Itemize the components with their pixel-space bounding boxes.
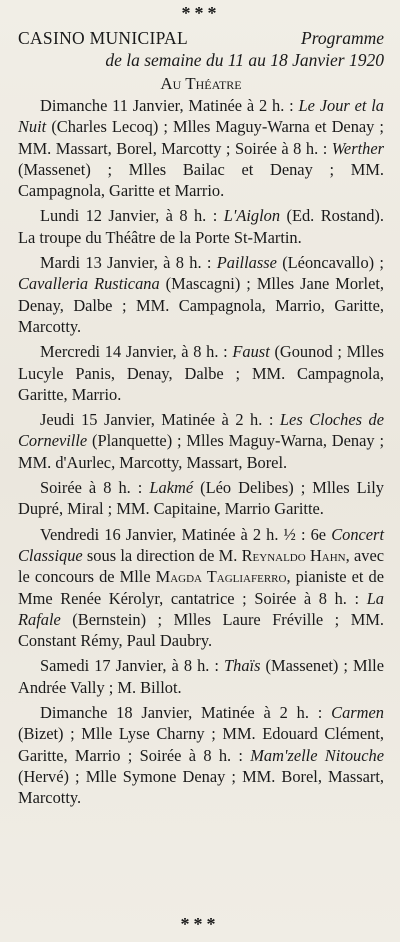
schedule-entry	[18, 409, 384, 473]
work-title: Le Jour et la Nuit	[18, 96, 384, 137]
work-title: Paillasse	[216, 253, 277, 273]
entry-text: (Mascagni) ; Mlles Jane Morlet, Denay, Dalbe ; MM. Campagnola, Marrio, Garitte, Marcotty.	[18, 274, 384, 336]
entry-text: Dimanche 11 Janvier, Matinée à 2 h. :	[40, 96, 299, 115]
entry-text: Lundi 12 Janvier, à 8 h. :	[40, 206, 224, 226]
entry-text: (Bizet) ; Mlle Lyse Charny ; MM. Edouard Clément, Garitte, Marrio ; Soirée à 8 h. :	[18, 724, 384, 765]
person-name: Reynaldo Hahn	[241, 545, 346, 565]
work-title: Mam'zelle Nitouche	[250, 745, 384, 765]
entry-text: (Charles Lecoq) ; Mlles Maguy-Warna et Denay ; MM. Massart, Borel, Marcotty ; Soirée à 8 h. :	[18, 117, 384, 158]
week-subtitle: de la semaine du 11 au 18 Janvier 1920	[105, 50, 384, 70]
entry-text: (Léo Delibes) ; Mlles Lily Dupré, Miral ; MM. Capitaine, Marrio Garitte.	[18, 478, 384, 519]
entry-text: (Ed. Rostand). La troupe du Théâtre de la Porte St-Martin.	[18, 206, 384, 247]
section-title: Au Théatre	[160, 74, 242, 93]
entry-text: Mardi 13 Janvier, à 8 h. :	[40, 253, 217, 273]
top-ornament: ***	[181, 3, 221, 23]
programme-label: Programme	[301, 28, 384, 48]
work-title: Cavalleria Rusticana	[18, 274, 160, 294]
schedule-entry	[18, 252, 384, 337]
work-title: La Rafale	[18, 588, 384, 629]
work-title: Carmen	[331, 703, 384, 723]
schedule-entry	[18, 95, 384, 201]
entry-text: (Hervé) ; Mlle Symone Denay ; MM. Borel, Massart, Marcotty.	[18, 766, 384, 808]
entry-text: (Gounod ; Mlles Lucyle Panis, Denay, Dalbe ; MM. Campagnola, Garitte, Marrio.	[18, 342, 384, 404]
casino-title: CASINO MUNICIPAL	[18, 28, 188, 48]
schedule-entry	[18, 477, 384, 520]
schedule-entry	[18, 524, 384, 652]
bottom-ornament: ***	[180, 914, 220, 934]
entry-text: Samedi 17 Janvier, à 8 h. :	[40, 656, 225, 676]
schedule-list	[18, 95, 384, 809]
work-title: L'Aiglon	[223, 206, 281, 226]
work-title: Faust	[232, 342, 270, 362]
schedule-entry	[18, 655, 384, 698]
work-title: Concert Classique	[18, 524, 384, 565]
entry-text: Dimanche 18 Janvier, Matinée à 2 h. :	[40, 703, 332, 723]
work-title: Werther	[331, 138, 384, 158]
work-title: Thaïs	[224, 656, 261, 676]
person-name: Magda Tagliaferro	[155, 567, 287, 587]
entry-text: Soirée à 8 h. :	[40, 478, 150, 498]
entry-text: (Massenet) ; Mlle Andrée Vally ; M. Billot.	[18, 656, 385, 697]
entry-text: (Léoncavallo) ;	[276, 253, 384, 273]
entry-text: Jeudi 15 Janvier, Matinée à 2 h. :	[40, 410, 280, 430]
schedule-entry	[18, 205, 384, 248]
header	[18, 27, 384, 49]
schedule-entry	[18, 702, 384, 808]
entry-text: , pianiste et de Mme Renée Kérolyr, cantatrice ; Soirée à 8 h. :	[18, 567, 384, 608]
entry-text: (Planquette) ; Mlles Maguy-Warna, Denay ; MM. d'Aurlec, Marcotty, Massart, Borel.	[18, 431, 384, 472]
work-title: Lakmé	[149, 478, 194, 498]
entry-text: sous la direction de M.	[82, 545, 242, 565]
entry-text: (Massenet) ; Mlles Bailac et Denay ; MM. Campagnola, Garitte et Marrio.	[18, 159, 384, 201]
entry-text: (Bernstein) ; Mlles Laure Fréville ; MM. Constant Rémy, Paul Daubry.	[18, 609, 384, 651]
work-title: Les Cloches de Corneville	[18, 410, 384, 451]
schedule-entry	[18, 341, 384, 405]
entry-text: Mercredi 14 Janvier, à 8 h. :	[40, 342, 233, 362]
entry-text: Vendredi 16 Janvier, Matinée à 2 h. ½ : 6e	[40, 524, 332, 544]
entry-text: , avec le concours de Mlle	[18, 545, 385, 587]
